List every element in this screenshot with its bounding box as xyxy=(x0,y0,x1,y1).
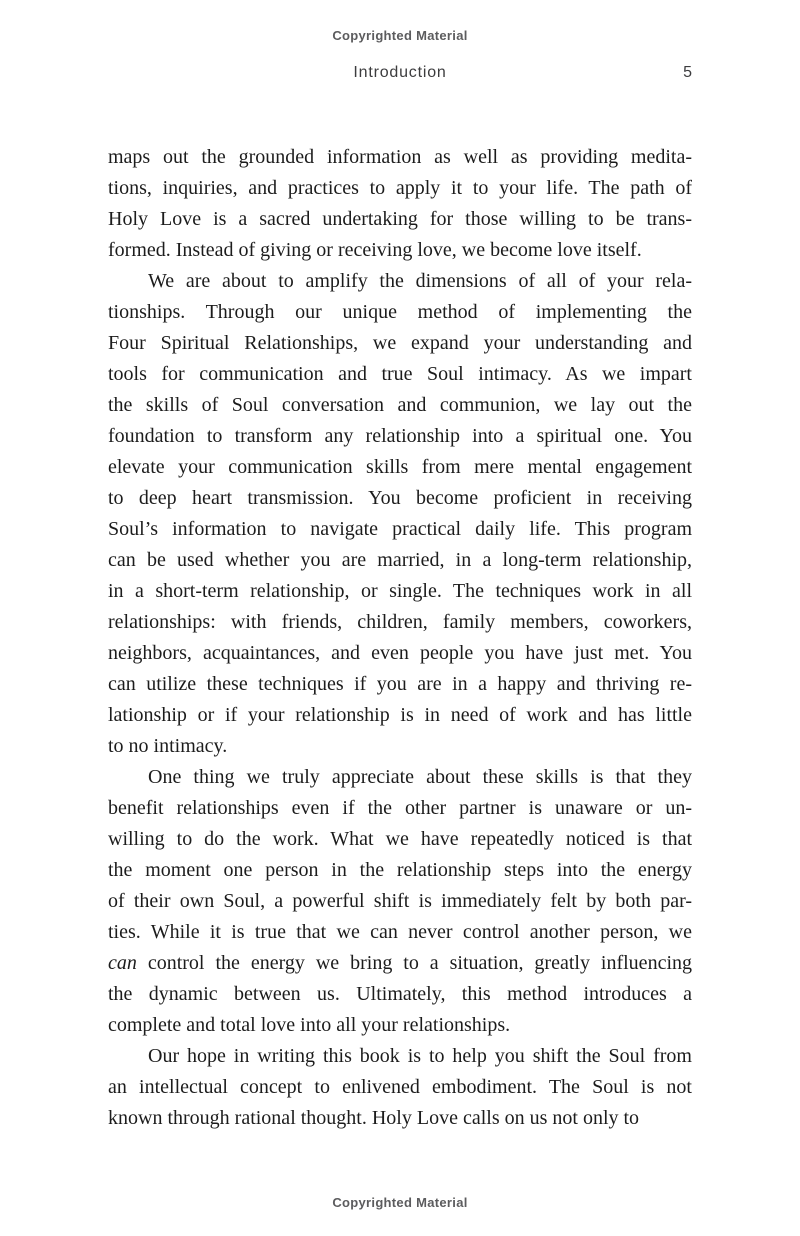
text-line: Soul’s information to navigate practical daily life. This program xyxy=(108,518,692,540)
text-line: tionships. Through our unique method of implementing the xyxy=(108,301,692,323)
text-line: complete and total love into all your relationships. xyxy=(108,1014,511,1036)
text-line: lationship or if your relationship is in need of work and has little xyxy=(108,704,692,726)
paragraph xyxy=(108,142,692,266)
text-line: Holy Love is a sacred undertaking for those willing to be trans- xyxy=(108,208,692,230)
running-header xyxy=(108,64,692,86)
paragraph xyxy=(108,762,692,1041)
copyright-notice-top: Copyrighted Material xyxy=(332,28,468,43)
text-line: ties. While it is true that we can never control another person, we xyxy=(108,921,692,943)
text-line: foundation to transform any relationship into a spiritual one. You xyxy=(108,425,692,447)
body-text xyxy=(108,142,692,1134)
text-line: formed. Instead of giving or receiving love, we become love itself. xyxy=(108,239,642,261)
text-line: elevate your communication skills from mere mental engagement xyxy=(108,456,692,478)
text-line: maps out the grounded information as well as providing medita- xyxy=(108,146,692,168)
text-line: to deep heart transmission. You become proficient in receiving xyxy=(108,487,692,509)
page-number: 5 xyxy=(683,64,692,81)
paragraph xyxy=(108,1041,692,1134)
text-line: Our hope in writing this book is to help you shift the Soul from xyxy=(148,1045,692,1067)
text-line: benefit relationships even if the other partner is unaware or un- xyxy=(108,797,692,819)
chapter-title: Introduction xyxy=(353,64,447,81)
text-line: the dynamic between us. Ultimately, this method introduces a xyxy=(108,983,692,1005)
text-line: the skills of Soul conversation and communion, we lay out the xyxy=(108,394,692,416)
text-line: One thing we truly appreciate about these skills is that they xyxy=(148,766,692,788)
text-line: in a short-term relationship, or single. The techniques work in all xyxy=(108,580,692,602)
text-line: relationships: with friends, children, family members, coworkers, xyxy=(108,611,692,633)
text-line: the moment one person in the relationship steps into the energy xyxy=(108,859,692,881)
text-line: tools for communication and true Soul intimacy. As we impart xyxy=(108,363,692,385)
text-line: neighbors, acquaintances, and even people you have just met. You xyxy=(108,642,692,664)
paragraph xyxy=(108,266,692,762)
text-line: can control the energy we bring to a situation, greatly influencing xyxy=(108,952,692,974)
text-line: can be used whether you are married, in a long-term relationship, xyxy=(108,549,692,571)
text-line: willing to do the work. What we have repeatedly noticed is that xyxy=(108,828,692,850)
text-line: can utilize these techniques if you are in a happy and thriving re- xyxy=(108,673,692,695)
text-line: known through rational thought. Holy Love calls on us not only to xyxy=(108,1107,640,1129)
text-line: an intellectual concept to enlivened embodiment. The Soul is not xyxy=(108,1076,692,1098)
text-line: of their own Soul, a powerful shift is immediately felt by both par- xyxy=(108,890,692,912)
copyright-notice-bottom: Copyrighted Material xyxy=(332,1195,468,1210)
text-line: to no intimacy. xyxy=(108,735,228,757)
text-line: Four Spiritual Relationships, we expand your understanding and xyxy=(108,332,692,354)
text-line: tions, inquiries, and practices to apply it to your life. The path of xyxy=(108,177,692,199)
text-line: We are about to amplify the dimensions of all of your rela- xyxy=(148,270,692,292)
